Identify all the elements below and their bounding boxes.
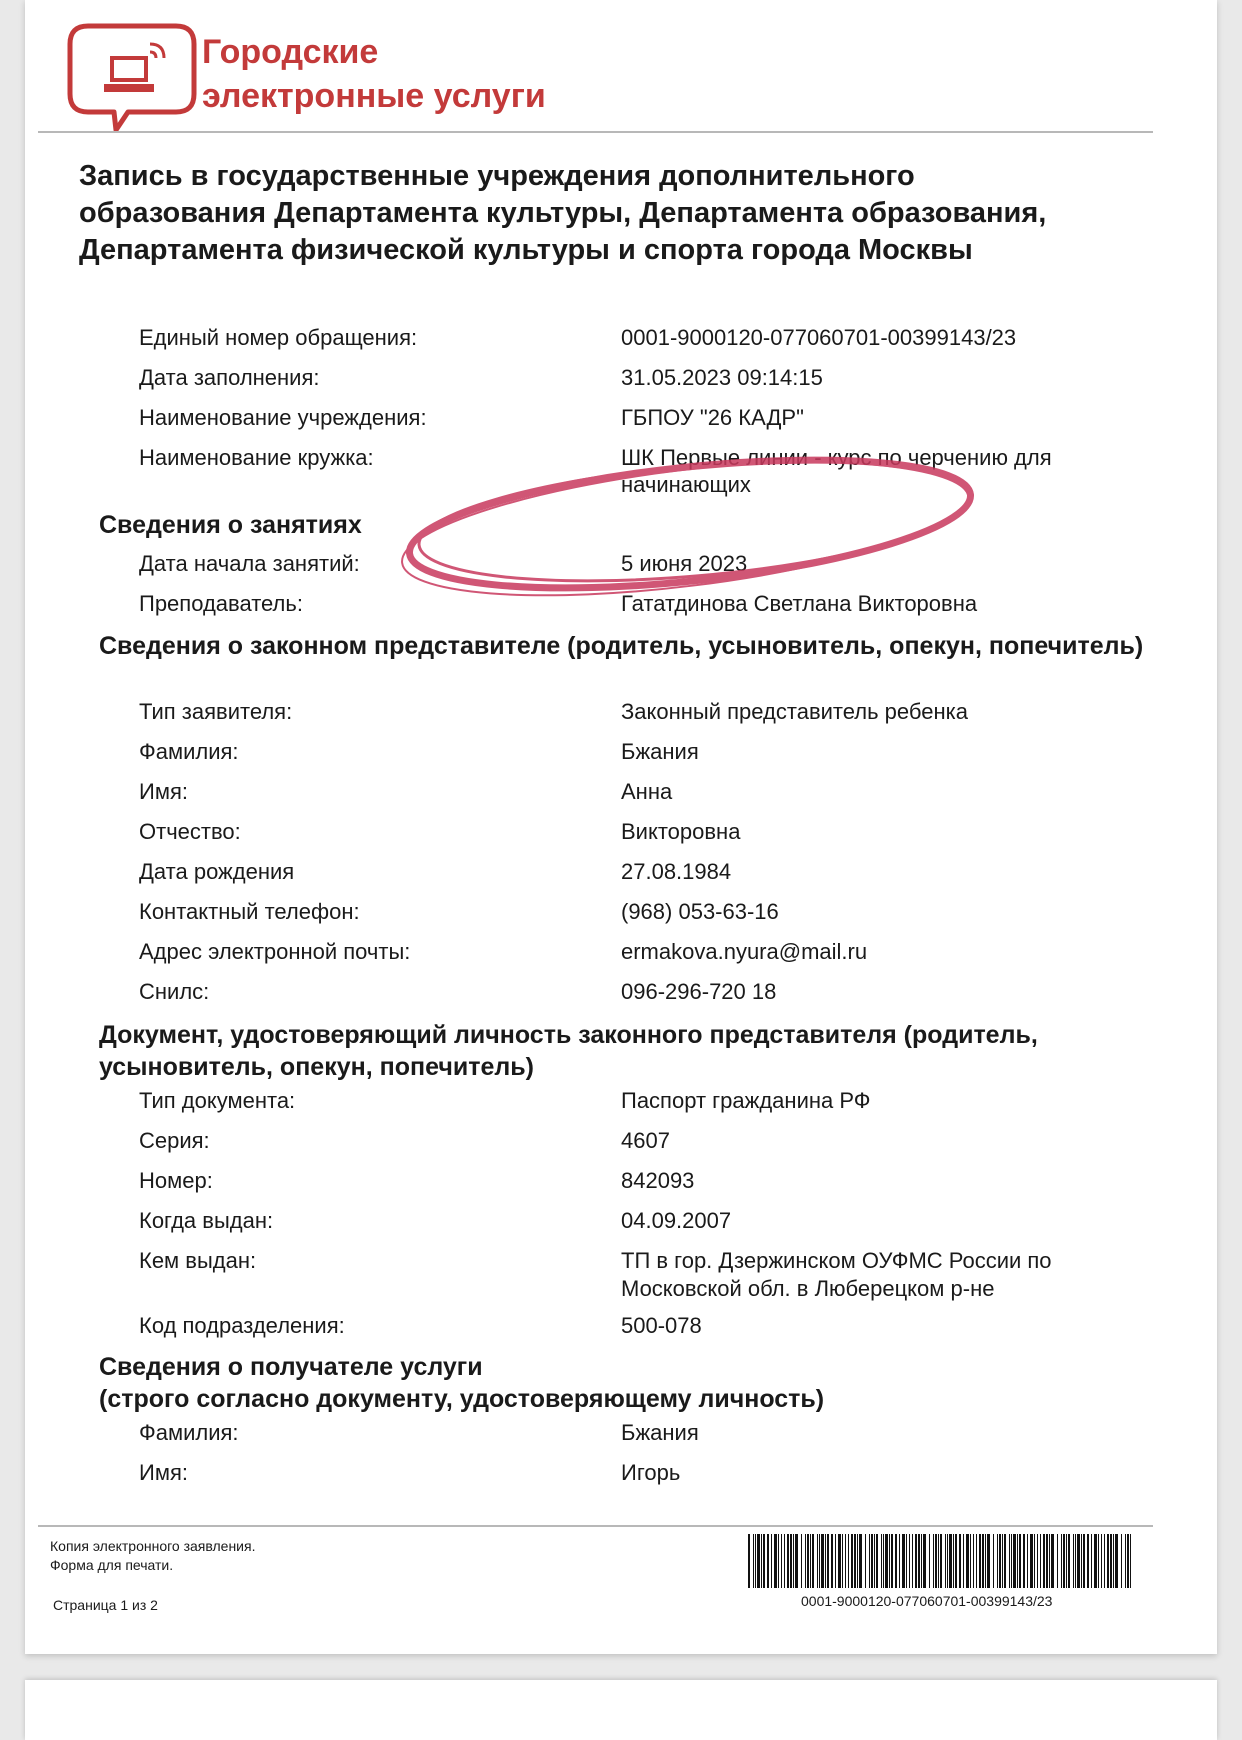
rep-name-label: Имя:: [139, 779, 188, 804]
barcode-bar: [1013, 1534, 1016, 1588]
barcode-bar: [909, 1534, 910, 1588]
barcode-bar: [825, 1534, 826, 1588]
footer-divider: [38, 1525, 1153, 1527]
barcode-bar: [938, 1534, 939, 1588]
club-label: Наименование кружка:: [139, 445, 374, 470]
barcode-bar: [1066, 1534, 1067, 1588]
barcode-bar: [955, 1534, 957, 1588]
barcode-bar: [874, 1534, 875, 1588]
barcode-bar: [921, 1534, 922, 1588]
recipient-surname-label: Фамилия:: [139, 1420, 239, 1445]
barcode-bar: [767, 1534, 769, 1588]
doc-issued-value: 04.09.2007: [621, 1208, 732, 1233]
barcode-bar: [805, 1534, 806, 1588]
barcode-bar: [973, 1534, 974, 1588]
barcode-bar: [869, 1534, 870, 1588]
application-number-value: 0001-9000120-077060701-00399143/23: [621, 325, 1017, 350]
doc-number-label: Номер:: [139, 1168, 213, 1193]
barcode-bar: [999, 1534, 1001, 1588]
application-number-label: Единый номер обращения:: [139, 325, 418, 350]
barcode: [746, 1534, 1136, 1588]
rep-phone-label: Контактный телефон:: [139, 899, 360, 924]
barcode-bar: [883, 1534, 884, 1588]
barcode-bar: [1061, 1534, 1062, 1588]
doc-code-value: 500-078: [621, 1313, 702, 1338]
barcode-bar: [963, 1534, 964, 1588]
barcode-bar: [923, 1534, 926, 1588]
barcode-bar: [1011, 1534, 1012, 1588]
barcode-bar: [933, 1534, 934, 1588]
institution-value: ГБПОУ "26 КАДР": [621, 405, 804, 430]
barcode-bar: [810, 1534, 811, 1588]
rep-email-label: Адрес электронной почты:: [139, 939, 411, 964]
recipient-title-line-1: Сведения о получателе услуги: [99, 1353, 483, 1381]
barcode-bar: [851, 1534, 853, 1588]
barcode-bar: [985, 1534, 986, 1588]
barcode-bar: [801, 1534, 802, 1588]
institution-label: Наименование учреждения:: [139, 405, 427, 430]
barcode-bar: [1107, 1534, 1109, 1588]
doc-issuer-label: Кем выдан:: [139, 1248, 257, 1273]
barcode-bar: [857, 1534, 858, 1588]
applicant-type-value: Законный представитель ребенка: [621, 699, 968, 724]
barcode-bar: [1037, 1534, 1038, 1588]
rep-email-value: ermakova.nyura@mail.ru: [621, 939, 868, 964]
barcode-bar: [1110, 1534, 1112, 1588]
document-title: Запись в государственные учреждения дополнительного образования Департамента культуры, Департамента образования, Департамента физической культуры и спорта города Москвы: [79, 160, 1047, 266]
barcode-bar: [1094, 1534, 1097, 1588]
fill-date-label: Дата заполнения:: [139, 365, 320, 390]
barcode-bar: [1034, 1534, 1035, 1588]
barcode-bar: [761, 1534, 762, 1588]
barcode-bar: [831, 1534, 833, 1588]
rep-snils-value: 096-296-720 18: [621, 979, 777, 1004]
recipient-title-line-2: (строго согласно документу, удостоверяющему личность): [99, 1385, 825, 1413]
barcode-bar: [1051, 1534, 1054, 1588]
barcode-bar: [970, 1534, 971, 1588]
start-date-label: Дата начала занятий:: [139, 551, 360, 576]
barcode-bar: [787, 1534, 789, 1588]
barcode-bar: [757, 1534, 760, 1588]
doc-series-label: Серия:: [139, 1128, 210, 1153]
barcode-bar: [1057, 1534, 1058, 1588]
barcode-bar: [1004, 1534, 1006, 1588]
barcode-bar: [1098, 1534, 1099, 1588]
barcode-bar: [949, 1534, 952, 1588]
barcode-bar: [918, 1534, 920, 1588]
barcode-bar: [891, 1534, 893, 1588]
barcode-bar: [845, 1534, 846, 1588]
barcode-bar: [945, 1534, 946, 1588]
barcode-bar: [935, 1534, 937, 1588]
barcode-bar: [1023, 1534, 1025, 1588]
barcode-bar: [997, 1534, 998, 1588]
barcode-bar: [812, 1534, 814, 1588]
barcode-bar: [1087, 1534, 1089, 1588]
barcode-bar: [929, 1534, 930, 1588]
barcode-bar: [1043, 1534, 1045, 1588]
barcode-bar: [790, 1534, 792, 1588]
barcode-bar: [906, 1534, 907, 1588]
barcode-bar: [871, 1534, 873, 1588]
barcode-bar: [1121, 1534, 1122, 1588]
rep-patronymic-value: Викторовна: [621, 819, 741, 844]
barcode-bar: [859, 1534, 862, 1588]
barcode-bar: [912, 1534, 913, 1588]
barcode-bar: [881, 1534, 882, 1588]
barcode-bar: [889, 1534, 890, 1588]
barcode-bar: [1017, 1534, 1018, 1588]
recipient-surname-value: Бжания: [621, 1420, 699, 1445]
barcode-bar: [755, 1534, 756, 1588]
lessons-section-title: Сведения о занятиях: [99, 511, 362, 539]
barcode-bar: [838, 1534, 841, 1588]
doc-type-value: Паспорт гражданина РФ: [621, 1088, 871, 1113]
barcode-bar: [915, 1534, 917, 1588]
barcode-bar: [1027, 1534, 1028, 1588]
barcode-bar: [865, 1534, 866, 1588]
recipient-name-value: Игорь: [621, 1460, 681, 1485]
barcode-bar: [807, 1534, 809, 1588]
logo-line-2: электронные услуги: [202, 77, 546, 115]
barcode-bar: [940, 1534, 942, 1588]
barcode-bar: [1068, 1534, 1070, 1588]
barcode-bar: [1002, 1534, 1003, 1588]
barcode-bar: [817, 1534, 818, 1588]
barcode-bar: [793, 1534, 794, 1588]
barcode-bar: [947, 1534, 948, 1588]
rep-snils-label: Снилс:: [139, 979, 210, 1004]
teacher-value: Гататдинова Светлана Викторовна: [621, 591, 978, 616]
barcode-bar: [979, 1534, 981, 1588]
barcode-bar: [1077, 1534, 1080, 1588]
barcode-bar: [1091, 1534, 1092, 1588]
barcode-bar: [827, 1534, 829, 1588]
barcode-bar: [1104, 1534, 1105, 1588]
rep-patronymic-label: Отчество:: [139, 819, 241, 844]
barcode-bar: [778, 1534, 779, 1588]
barcode-bar: [1073, 1534, 1074, 1588]
barcode-bar: [854, 1534, 856, 1588]
barcode-bar: [987, 1534, 990, 1588]
barcode-bar: [899, 1534, 900, 1588]
barcode-bar: [1113, 1534, 1114, 1588]
barcode-bar: [795, 1534, 798, 1588]
rep-birth-label: Дата рождения: [139, 859, 295, 884]
barcode-bar: [1115, 1534, 1118, 1588]
barcode-bar: [1040, 1534, 1041, 1588]
logo-line-1: Городские: [202, 33, 379, 71]
barcode-bar: [895, 1534, 897, 1588]
doc-series-value: 4607: [621, 1128, 670, 1153]
barcode-bar: [1127, 1534, 1129, 1588]
barcode-bar: [1009, 1534, 1010, 1588]
barcode-bar: [771, 1534, 772, 1588]
doc-issuer-value: ТП в гор. Дзержинском ОУФМС России по Московской обл. в Люберецком р-не: [621, 1248, 1052, 1301]
barcode-bar: [1083, 1534, 1085, 1588]
barcode-bar: [784, 1534, 785, 1588]
footer-page-info: Страница 1 из 2: [53, 1597, 158, 1613]
club-value: ШК Первые линии - курс по черчению для начинающих: [621, 445, 1052, 497]
doc-number-value: 842093: [621, 1168, 695, 1193]
identity-doc-section-title: Документ, удостоверяющий личность законного представителя (родитель, усыновитель, опекун, попечитель): [99, 1021, 1038, 1081]
barcode-bar: [774, 1534, 777, 1588]
doc-type-label: Тип документа:: [139, 1088, 296, 1113]
barcode-bar: [976, 1534, 977, 1588]
doc-issued-label: Когда выдан:: [139, 1208, 274, 1233]
rep-name-value: Анна: [621, 779, 673, 804]
barcode-bar: [819, 1534, 820, 1588]
barcode-bar: [876, 1534, 878, 1588]
document-page-2: [25, 1680, 1217, 1740]
fill-date-value: 31.05.2023 09:14:15: [621, 365, 823, 390]
barcode-bar: [1049, 1534, 1050, 1588]
barcode-number: 0001-9000120-077060701-00399143/23: [801, 1593, 1053, 1609]
rep-surname-value: Бжания: [621, 739, 699, 764]
header-divider: [38, 131, 1153, 133]
barcode-bar: [1063, 1534, 1065, 1588]
footer-copy-line-2: Форма для печати.: [50, 1557, 174, 1573]
barcode-bar: [753, 1534, 754, 1588]
recipient-section-title: [99, 1351, 1149, 1415]
computer-chat-icon: [58, 22, 198, 134]
applicant-type-label: Тип заявителя:: [139, 699, 293, 724]
logo-title: [202, 30, 546, 118]
barcode-bar: [842, 1534, 843, 1588]
start-date-value: 5 июня 2023: [621, 551, 748, 576]
barcode-bar: [781, 1534, 782, 1588]
barcode-bar: [959, 1534, 961, 1588]
barcode-bar: [1130, 1534, 1131, 1588]
barcode-bar: [1081, 1534, 1082, 1588]
barcode-bar: [982, 1534, 984, 1588]
barcode-bar: [748, 1534, 750, 1588]
barcode-bar: [1125, 1534, 1126, 1588]
footer-copy-line-1: Копия электронного заявления.: [50, 1538, 256, 1554]
representative-section-title: Сведения о законном представителе (родитель, усыновитель, опекун, попечитель): [99, 632, 1144, 660]
barcode-bar: [902, 1534, 905, 1588]
barcode-bar: [966, 1534, 969, 1588]
recipient-name-label: Имя:: [139, 1460, 188, 1485]
rep-phone-value: (968) 053-63-16: [621, 899, 779, 924]
barcode-bar: [763, 1534, 765, 1588]
barcode-bar: [848, 1534, 849, 1588]
doc-code-label: Код подразделения:: [139, 1313, 345, 1338]
barcode-bar: [1075, 1534, 1076, 1588]
barcode-bar: [1019, 1534, 1021, 1588]
barcode-bar: [953, 1534, 954, 1588]
barcode-bar: [835, 1534, 836, 1588]
teacher-label: Преподаватель:: [139, 591, 303, 616]
barcode-bar: [1030, 1534, 1033, 1588]
barcode-bar: [885, 1534, 888, 1588]
barcode-bar: [1046, 1534, 1048, 1588]
rep-surname-label: Фамилия:: [139, 739, 239, 764]
barcode-bar: [821, 1534, 824, 1588]
barcode-bar: [993, 1534, 994, 1588]
barcode-bar: [1101, 1534, 1102, 1588]
rep-birth-value: 27.08.1984: [621, 859, 732, 884]
